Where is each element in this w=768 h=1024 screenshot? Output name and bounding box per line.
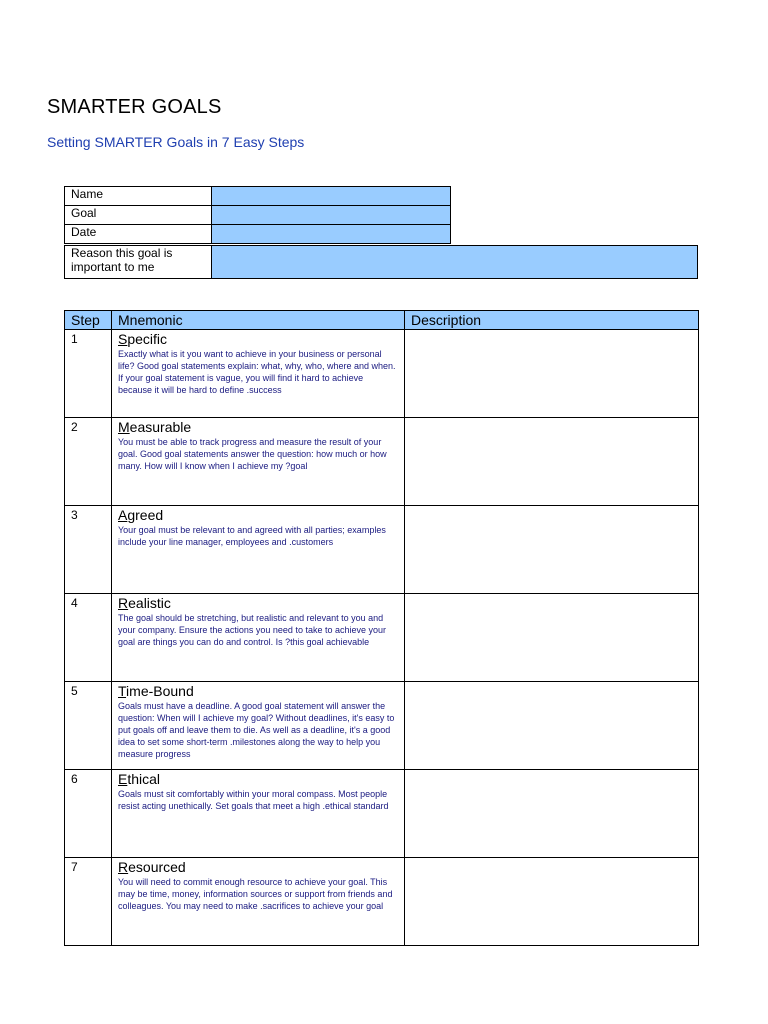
table-row <box>65 418 699 506</box>
mnemonic-title: Ethical <box>118 771 161 787</box>
table-row <box>65 330 699 418</box>
column-header-description: Description <box>405 311 699 330</box>
description-cell[interactable] <box>405 330 699 418</box>
page-subtitle: Setting SMARTER Goals in 7 Easy Steps <box>47 134 305 150</box>
reason-label: Reason this goal is important to me <box>65 246 212 279</box>
mnemonic-title: Realistic <box>118 595 171 611</box>
mnemonic-text: Exactly what is it you want to achieve in your business or personal life? Good goal statements explain: what, why, who, where and when. If your goal statement is vague, you will find it hard to achieve because it will be hard to define .success <box>118 349 396 395</box>
table-header-row <box>65 311 699 330</box>
mnemonic-cell <box>112 506 405 594</box>
table-row <box>65 858 699 946</box>
goal-field[interactable] <box>212 206 451 225</box>
mnemonic-cell <box>112 594 405 682</box>
step-number: 1 <box>65 330 112 418</box>
name-label: Name <box>65 187 212 206</box>
description-cell[interactable] <box>405 682 699 770</box>
reason-field[interactable] <box>212 246 698 279</box>
step-number: 3 <box>65 506 112 594</box>
description-cell[interactable] <box>405 858 699 946</box>
mnemonic-cell <box>112 330 405 418</box>
goal-info-table <box>64 186 451 244</box>
name-field[interactable] <box>212 187 451 206</box>
mnemonic-text: You must be able to track progress and measure the result of your goal. Good goal statements answer the question: how much or how many. How will I know when I achieve my ?goal <box>118 437 387 471</box>
mnemonic-text: Goals must have a deadline. A good goal statement will answer the question: When will I achieve my goal? Without deadlines, it's easy to put goals off and leave them to die. As well as a deadline, it's a good idea to set some short-term .milestones along the way to help you measure progress <box>118 701 395 759</box>
date-field[interactable] <box>212 225 451 244</box>
table-row <box>65 682 699 770</box>
mnemonic-title: Time-Bound <box>118 683 194 699</box>
mnemonic-text: Your goal must be relevant to and agreed with all parties; examples include your line manager, employees and .customers <box>118 525 386 547</box>
step-number: 5 <box>65 682 112 770</box>
table-row <box>65 506 699 594</box>
smarter-steps-table <box>64 310 699 946</box>
step-number: 6 <box>65 770 112 858</box>
description-cell[interactable] <box>405 418 699 506</box>
mnemonic-text: You will need to commit enough resource to achieve your goal. This may be time, money, information sources or support from friends and colleagues. You may need to make .sacrifices to achieve your goal <box>118 877 393 911</box>
mnemonic-cell <box>112 418 405 506</box>
step-number: 2 <box>65 418 112 506</box>
mnemonic-cell <box>112 682 405 770</box>
goal-reason-table <box>64 245 698 279</box>
mnemonic-title: Agreed <box>118 507 164 523</box>
column-header-step: Step <box>65 311 112 330</box>
mnemonic-title: Resourced <box>118 859 186 875</box>
table-row <box>65 770 699 858</box>
page-title: SMARTER GOALS <box>47 96 222 118</box>
description-cell[interactable] <box>405 594 699 682</box>
description-cell[interactable] <box>405 506 699 594</box>
mnemonic-cell <box>112 858 405 946</box>
mnemonic-title: Measurable <box>118 419 192 435</box>
table-row <box>65 594 699 682</box>
description-cell[interactable] <box>405 770 699 858</box>
mnemonic-cell <box>112 770 405 858</box>
step-number: 7 <box>65 858 112 946</box>
mnemonic-text: The goal should be stretching, but realistic and relevant to you and your company. Ensure the actions you need to take to achieve your goal are things you can do and control. Is ?this goal achievable <box>118 613 386 647</box>
mnemonic-title: Specific <box>118 331 168 347</box>
date-label: Date <box>65 225 212 244</box>
step-number: 4 <box>65 594 112 682</box>
column-header-mnemonic: Mnemonic <box>112 311 405 330</box>
goal-label: Goal <box>65 206 212 225</box>
mnemonic-text: Goals must sit comfortably within your moral compass. Most people resist acting unethically. Set goals that meet a high .ethical standard <box>118 789 389 811</box>
